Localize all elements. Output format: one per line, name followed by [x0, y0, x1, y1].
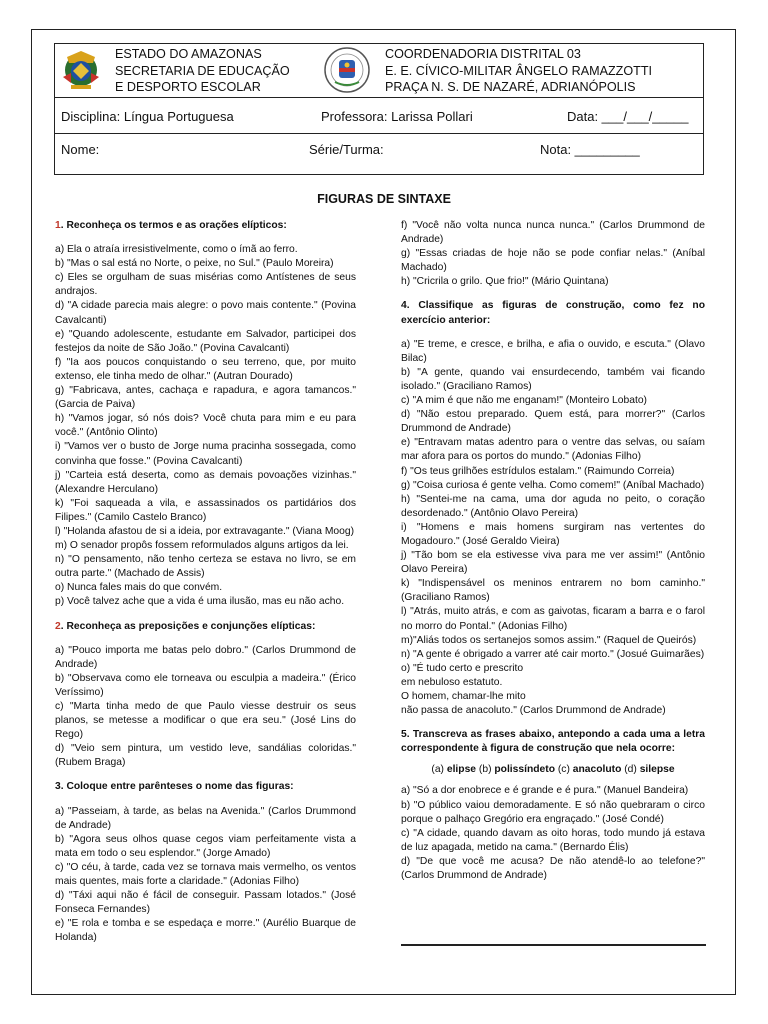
discipline-field: Disciplina: Língua Portuguesa [61, 109, 234, 124]
list-item: g) "Fabricava, antes, cachaça e rapadura, e agora tamancos." (Garcia de Paiva) [55, 385, 356, 411]
institution-right-text: COORDENADORIA DISTRITAL 03 E. E. CÍVICO-MILITAR ÂNGELO RAMAZZOTTI PRAÇA N. S. DE NAZARÉ, ADRIANÓPOLIS [385, 47, 653, 94]
right-column [401, 219, 705, 883]
list-item: k) "Foi saqueada a vila, e assassinados os partidários dos Filipes." (Camilo Castelo Branco) [55, 497, 356, 523]
list-item: b) "Observava como ele torneava ou esculpia a madeira." (Érico Veríssimo) [55, 672, 356, 698]
list-item: n) "A gente é obrigado a varrer até cair morto." (Josué Guimarães) [401, 648, 705, 660]
list-item: g) "Essas criadas de hoje não se pode confiar nelas." (Aníbal Machado) [401, 248, 705, 274]
question-4-title: 4. Classifique as figuras de construção, como fez no exercício anterior: [401, 300, 705, 326]
list-item: d) "De que você me acusa? De não atendê-lo ao telefone?" (Carlos Drummond de Andrade) [401, 855, 705, 882]
list-item: não passa de anacoluto." (Carlos Drummond de Andrade) [401, 705, 666, 717]
list-item: f) "Os teus grilhões estrídulos estalam." (Raimundo Correia) [401, 465, 675, 477]
list-item: c) "O céu, à tarde, cada vez se tornava mais vermelho, os ventos mais quentes, mais forte a claridade." (Adonias Filho) [55, 861, 356, 888]
list-item: a) "Só a dor enobrece e é grande e é pura." (Manuel Bandeira) [401, 785, 689, 797]
list-item: O homem, chamar-lhe mito [401, 691, 526, 702]
question-2-title: 2. Reconheça as preposições e conjunções elípticas: [55, 620, 316, 632]
list-item: d) "Veio sem pintura, um vestido leve, sandálias coloridas." (Rubem Braga) [55, 743, 356, 769]
question-5-title: 5. Transcreva as frases abaixo, antepondo a cada uma a letra correspondente à figura de construção que nela ocorre: [401, 729, 705, 755]
list-item: e) "Entravam matas adentro para o ventre das selvas, ou saíam mar afora para os portos do mundo." (Adonias Filho) [401, 437, 705, 463]
list-item: o) Nunca fales mais do que convém. [55, 582, 223, 594]
list-item: d) "A cidade parecia mais alegre: o povo mais contente." (Povina Cavalcanti) [55, 300, 356, 326]
question-4-items [401, 338, 705, 719]
list-item: c) Eles se orgulham de suas misérias como Antístenes de seus andrajos. [55, 272, 356, 298]
name-field[interactable]: Nome: [61, 142, 100, 157]
list-item: i) "Vamos ver o busto de Jorge numa pracinha sossegada, como convinha que fosse." (Povina Cavalcanti) [55, 441, 356, 467]
list-item: e) "E rola e tomba e se espedaça e morre." (Aurélio Buarque de Holanda) [55, 918, 356, 944]
state-coat-of-arms-icon [59, 47, 103, 91]
list-item: l) "Atrás, muito atrás, e com as gaivotas, ficaram a barra e o farol no morro do Pontal." (Adonias Filho) [401, 606, 705, 632]
list-item: em nebuloso estatuto. [401, 676, 503, 688]
list-item: f) "Você não volta nunca nunca nunca." (Carlos Drummond de Andrade) [401, 220, 705, 246]
school-seal-icon [323, 46, 371, 94]
list-item: p) Você talvez ache que a vida é uma ilusão, mas eu não acho. [55, 596, 345, 608]
teacher-field: Professora: Larissa Pollari [321, 109, 473, 124]
header-class-row [55, 97, 703, 134]
document-header [54, 43, 704, 175]
list-item: n) "O pensamento, não tenho certeza se estava no livro, se em outra parte." (Machado de Assis) [55, 554, 356, 580]
list-item: a) "E treme, e cresce, e brilha, e afia o ouvido, e escuta." (Olavo Bilac) [401, 338, 705, 364]
question-3-items [55, 805, 356, 946]
list-item: h) "Cricrila o grilo. Que frio!" (Mário Quintana) [401, 276, 609, 288]
question-3-items-continued [401, 219, 705, 289]
list-item: g) "Coisa curiosa é gente velha. Como comem!" (Aníbal Machado) [401, 479, 705, 491]
question-1-title: 1. Reconheça os termos e as orações elípticos: [55, 220, 287, 231]
list-item: m) O senador propôs fossem reformulados alguns artigos da lei. [55, 540, 349, 552]
list-item: a) "Pouco importa me batas pelo dobro." (Carlos Drummond de Andrade) [55, 644, 356, 670]
grade-field[interactable]: Nota: _________ [540, 142, 640, 157]
question-3-title: 3. Coloque entre parênteses o nome das figuras: [55, 781, 294, 793]
date-field[interactable]: Data: ___/___/_____ [567, 109, 689, 124]
list-item: c) "A cidade, quando davam as oito horas, todo mundo já estava de luz apagada, metido na cama." (Bernardo Élis) [401, 827, 705, 853]
list-item: f) "Ia aos poucos conquistando o seu terreno, que, por muito extenso, ele tinha medo de olhar." (Autran Dourado) [55, 356, 356, 382]
list-item: d) "Táxi aqui não é fácil de conseguir. Passam lotados." (José Fonseca Fernandes) [55, 890, 356, 916]
figure-options: (a) elipse (b) polissíndeto (c) anacoluto (d) silepse [431, 764, 675, 776]
list-item: a) Ela o atraía irresistivelmente, como o ímã ao ferro. [55, 244, 298, 256]
list-item: k) "Indispensável os meninos entrarem no bom caminho." (Graciliano Ramos) [401, 578, 705, 604]
institution-left-text: ESTADO DO AMAZONAS SECRETARIA DE EDUCAÇÃO E DESPORTO ESCOLAR [115, 47, 290, 94]
answer-line [401, 944, 706, 946]
question-2-items [55, 644, 356, 771]
list-item: j) "Tão bom se ela estivesse viva para me ver assim!" (Antônio Olavo Pereira) [401, 550, 705, 576]
list-item: j) "Carteia está deserta, como as demais povoações vizinhas." (Alexandre Herculano) [55, 469, 356, 495]
list-item: h) "Vamos jogar, só nós dois? Você chuta para mim e eu para você." (Antônio Olinto) [55, 413, 356, 439]
list-item: o) "É tudo certo e prescrito [401, 662, 524, 674]
list-item: b) "A gente, quando vai ensurdecendo, também vai ficando isolado." (Graciliano Ramos) [401, 366, 705, 392]
question-5-items [401, 784, 705, 883]
left-column [55, 219, 356, 946]
list-item: d) "Não estou preparado. Quem está, para morrer?" (Carlos Drummond de Andrade) [401, 409, 705, 435]
header-institution-row [55, 44, 703, 98]
list-item: i) "Homens e mais homens surgiram nas vertentes do Mogadouro." (José Geraldo Vieira) [401, 521, 705, 547]
page-title: FIGURAS DE SINTAXE [317, 192, 451, 206]
question-1-items [55, 243, 356, 609]
list-item: h) "Sentei-me na cama, uma dor aguda no peito, o coração desordenado." (Antônio Olavo Pereira) [401, 493, 705, 519]
list-item: b) "Mas o sal está no Norte, o peixe, no Sul." (Paulo Moreira) [55, 258, 334, 270]
list-item: c) "A mim é que não me enganam!" (Monteiro Lobato) [401, 395, 647, 407]
class-field[interactable]: Série/Turma: [309, 142, 384, 157]
list-item: b) "Agora seus olhos quase cegos viam perfeitamente vista a mata em todo o seu esplendor." (Jorge Amado) [55, 833, 356, 859]
list-item: a) "Passeiam, à tarde, as belas na Avenida." (Carlos Drummond de Andrade) [55, 805, 356, 831]
list-item: e) "Quando adolescente, estudante em Salvador, participei dos festejos da noite de São João." (Povina Cavalcanti) [55, 328, 356, 354]
list-item: m)"Aliás todos os sertanejos somos assim." (Raquel de Queirós) [401, 634, 697, 646]
list-item: c) "Marta tinha medo de que Paulo viesse destruir os seus planos, se metesse a modificar o que era seu." (José Lins do Rego) [55, 701, 356, 741]
list-item: b) "O público vaiou demoradamente. E só não quebraram o circo porque o palhaço Gregório era engraçado." (José Condé) [401, 799, 705, 825]
list-item: l) "Holanda afastou de si a ideia, por extravagante." (Viana Moog) [55, 525, 355, 537]
